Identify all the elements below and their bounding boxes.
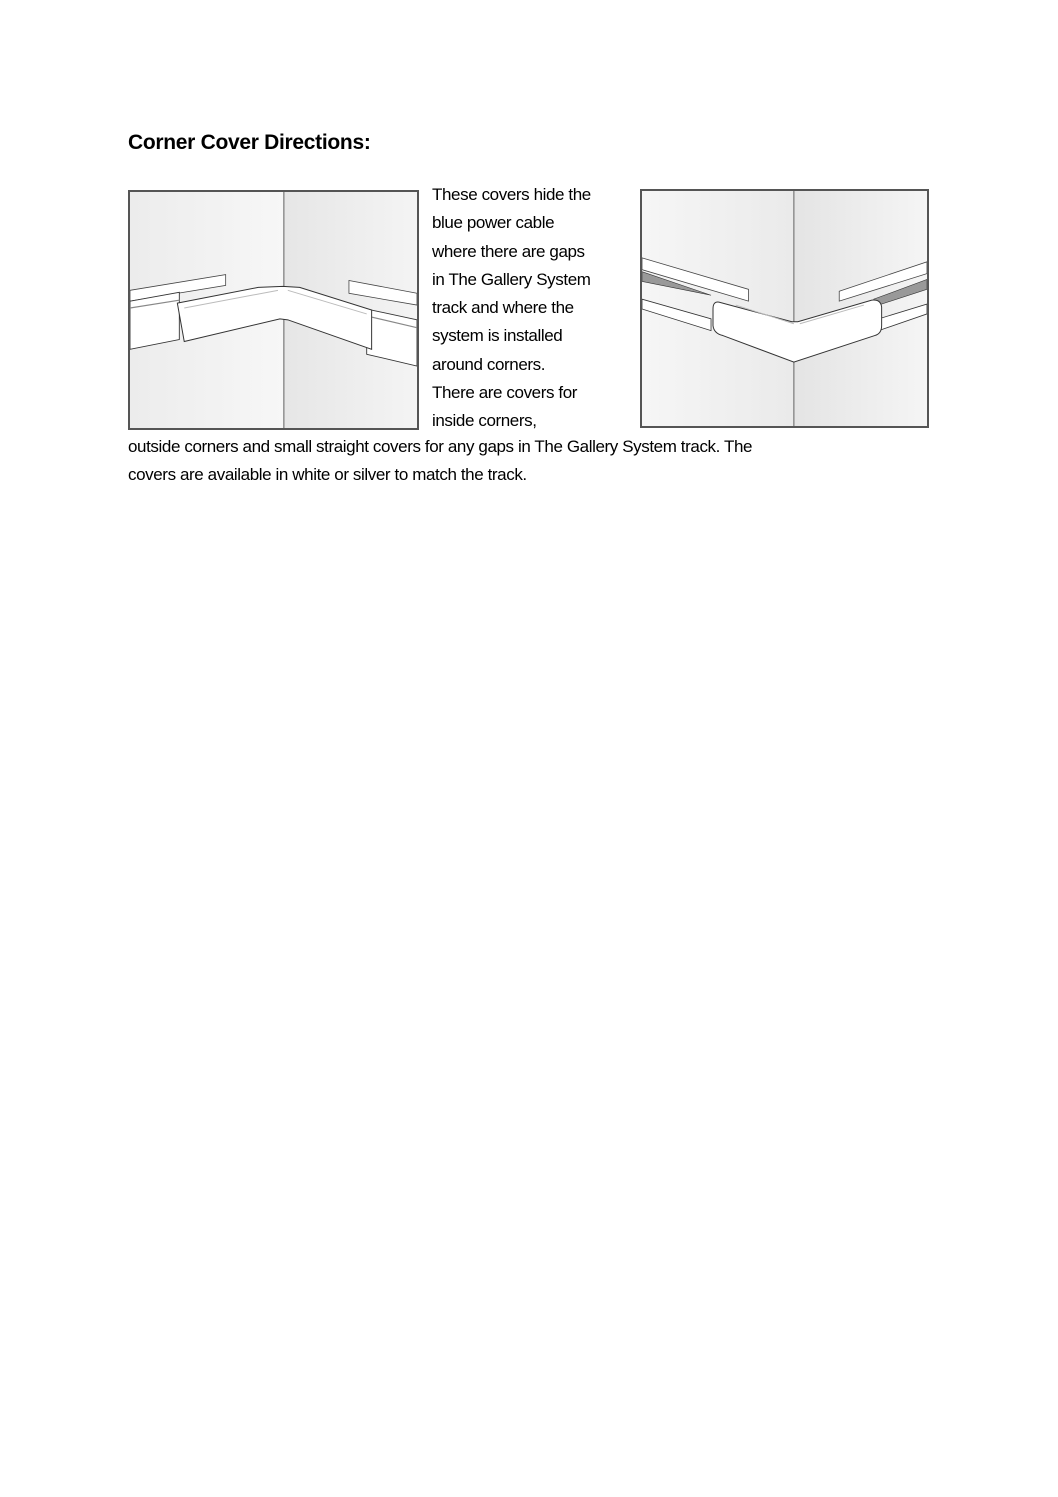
bottom-paragraph	[128, 433, 928, 490]
text-line: track and where the	[432, 298, 574, 318]
text-line: blue power cable	[432, 213, 555, 233]
outside-corner-illustration	[640, 189, 929, 428]
side-paragraph	[432, 181, 632, 436]
text-line: covers are available in white or silver to match the track.	[128, 465, 527, 485]
text-line: These covers hide the	[432, 185, 591, 204]
text-line: inside corners,	[432, 411, 537, 431]
text-line: in The Gallery System	[432, 269, 591, 289]
text-line: where there are gaps	[432, 241, 585, 261]
text-line: around corners.	[432, 354, 546, 374]
page-title: Corner Cover Directions:	[128, 131, 371, 154]
inside-corner-illustration	[128, 190, 419, 430]
text-line: There are covers for	[432, 383, 578, 403]
text-line: outside corners and small straight covers for any gaps in The Gallery System track. The	[128, 437, 753, 456]
text-line: system is installed	[432, 326, 563, 346]
